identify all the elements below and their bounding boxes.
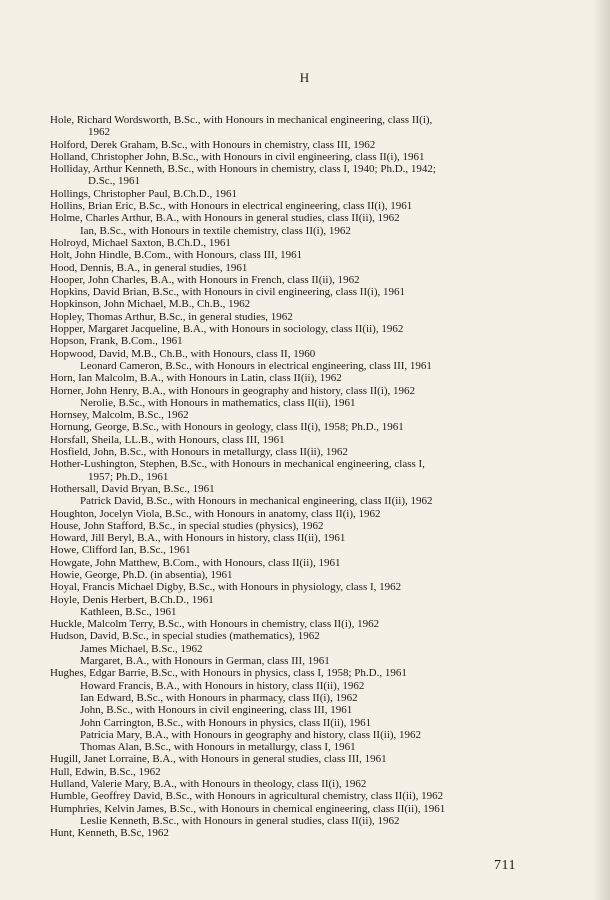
- entry-line: Hulland, Valerie Mary, B.A., with Honours in theology, class II(i), 1962: [50, 778, 367, 791]
- list-entry: [50, 335, 520, 347]
- list-entry: [50, 778, 520, 790]
- entry-line: James Michael, B.Sc., 1962: [80, 642, 203, 655]
- entry-line: Hopper, Margaret Jacqueline, B.A., with Honours in sociology, class II(ii), 1962: [50, 323, 404, 336]
- list-entry: [50, 630, 520, 642]
- entry-line: Howard, Jill Beryl, B.A., with Honours in history, class II(ii), 1961: [50, 532, 346, 545]
- list-entry: [50, 434, 520, 446]
- entry-line: Holford, Derek Graham, B.Sc., with Honours in chemistry, class III, 1962: [50, 138, 376, 151]
- entry-line: Kathleen, B.Sc., 1961: [80, 605, 177, 618]
- entry-line: Hopwood, David, M.B., Ch.B., with Honours, class II, 1960: [50, 347, 316, 360]
- list-entry: [50, 446, 520, 458]
- list-entry: [50, 286, 520, 298]
- entry-line: Hudson, David, B.Sc., in special studies (mathematics), 1962: [50, 630, 320, 643]
- entry-line: Hopkinson, John Michael, M.B., Ch.B., 1962: [50, 298, 251, 311]
- list-entry: [50, 508, 520, 520]
- list-sub-entry: [50, 360, 520, 372]
- entry-line: Thomas Alan, B.Sc., with Honours in metallurgy, class I, 1961: [80, 741, 356, 754]
- list-entry: [50, 803, 520, 815]
- entry-line: Hothersall, David Bryan, B.Sc., 1961: [50, 482, 215, 495]
- entry-line: Holroyd, Michael Saxton, B.Ch.D., 1961: [50, 236, 231, 249]
- entry-line: Holland, Christopher John, B.Sc., with Honours in civil engineering, class II(i), 1961: [50, 150, 425, 163]
- list-entry: [50, 151, 520, 163]
- list-entry: [50, 544, 520, 556]
- list-entry: [50, 249, 520, 261]
- list-entry: [50, 766, 520, 778]
- entry-line: Hosfield, John, B.Sc., with Honours in metallurgy, class II(ii), 1962: [50, 446, 348, 459]
- entry-line: Horn, Ian Malcolm, B.A., with Honours in Latin, class II(ii), 1962: [50, 372, 342, 385]
- entry-line: Howard Francis, B.A., with Honours in history, class II(ii), 1962: [80, 679, 365, 692]
- entry-line: John, B.Sc., with Honours in civil engineering, class III, 1961: [80, 704, 353, 717]
- entry-line: Leonard Cameron, B.Sc., with Honours in electrical engineering, class III, 1961: [80, 359, 432, 372]
- entry-continuation-line: 1957; Ph.D., 1961: [88, 470, 169, 483]
- list-entry: [50, 372, 520, 384]
- entry-line: Howgate, John Matthew, B.Com., with Honours, class II(ii), 1961: [50, 556, 341, 569]
- entry-line: Hornsey, Malcolm, B.Sc., 1962: [50, 409, 189, 422]
- list-entry: [50, 618, 520, 630]
- list-entry: [50, 667, 520, 679]
- list-entry: [50, 348, 520, 360]
- list-sub-entry: [50, 495, 520, 507]
- entry-line: Hother-Lushington, Stephen, B.Sc., with Honours in mechanical engineering, class I,: [50, 458, 425, 471]
- list-entry: [50, 827, 520, 839]
- list-entry: [50, 274, 520, 286]
- entry-line: Houghton, Jocelyn Viola, B.Sc., with Honours in anatomy, class II(i), 1962: [50, 507, 381, 520]
- list-entry: [50, 114, 520, 139]
- list-entry: [50, 200, 520, 212]
- entry-line: Patricia Mary, B.A., with Honours in geography and history, class II(ii), 1962: [80, 728, 422, 741]
- list-entry: [50, 520, 520, 532]
- entry-line: Holliday, Arthur Kenneth, B.Sc., with Honours in chemistry, class I, 1940; Ph.D., 1942;: [50, 163, 436, 176]
- list-entry: [50, 483, 520, 495]
- entry-line: Hooper, John Charles, B.A., with Honours in French, class II(ii), 1962: [50, 273, 360, 286]
- list-entry: [50, 323, 520, 335]
- entry-line: Ian Edward, B.Sc., with Honours in pharmacy, class II(i), 1962: [80, 691, 358, 704]
- entry-line: Nerolie, B.Sc., with Honours in mathematics, class II(ii), 1961: [80, 396, 356, 409]
- list-sub-entry: [50, 704, 520, 716]
- list-sub-entry: [50, 397, 520, 409]
- entry-line: Hugill, Janet Lorraine, B.A., with Honours in general studies, class III, 1961: [50, 753, 387, 766]
- entry-line: Hopley, Thomas Arthur, B.Sc., in general studies, 1962: [50, 310, 293, 323]
- entry-line: Humphries, Kelvin James, B.Sc., with Honours in chemical engineering, class II(ii), 1961: [50, 802, 446, 815]
- list-sub-entry: [50, 643, 520, 655]
- entry-line: Huckle, Malcolm Terry, B.Sc., with Honours in chemistry, class II(i), 1962: [50, 618, 380, 631]
- entry-line: Hood, Dennis, B.A., in general studies, 1961: [50, 261, 248, 274]
- list-entry: [50, 212, 520, 224]
- list-sub-entry: [50, 815, 520, 827]
- entry-line: Hornung, George, B.Sc., with Honours in geology, class II(i), 1958; Ph.D., 1961: [50, 421, 404, 434]
- entry-line: Hughes, Edgar Barrie, B.Sc., with Honours in physics, class I, 1958; Ph.D., 1961: [50, 667, 407, 680]
- list-entry: [50, 421, 520, 433]
- entry-line: Hopkins, David Brian, B.Sc., with Honours in civil engineering, class II(i), 1961: [50, 286, 406, 299]
- entry-line: Howe, Clifford Ian, B.Sc., 1961: [50, 544, 191, 557]
- entry-line: Margaret, B.A., with Honours in German, class III, 1961: [80, 655, 330, 668]
- list-sub-entry: [50, 741, 520, 753]
- list-entry: [50, 790, 520, 802]
- list-entry: [50, 262, 520, 274]
- page-edge-shadow: [592, 0, 610, 900]
- list-entry: [50, 532, 520, 544]
- list-entry: [50, 581, 520, 593]
- entry-line: Hole, Richard Wordsworth, B.Sc., with Honours in mechanical engineering, class II(i),: [50, 114, 433, 126]
- list-sub-entry: [50, 606, 520, 618]
- list-entry: [50, 458, 520, 483]
- list-sub-entry: [50, 655, 520, 667]
- list-entry: [50, 409, 520, 421]
- list-entry: [50, 594, 520, 606]
- section-letter-heading: H: [299, 70, 311, 85]
- entry-line: Hoyle, Denis Herbert, B.Ch.D., 1961: [50, 593, 214, 606]
- list-entry: [50, 753, 520, 765]
- list-entry: [50, 557, 520, 569]
- entry-line: Humble, Geoffrey David, B.Sc., with Honours in agricultural chemistry, class II(ii), 1962: [50, 790, 444, 803]
- list-entry: [50, 139, 520, 151]
- entry-line: Hollings, Christopher Paul, B.Ch.D., 1961: [50, 187, 238, 200]
- page-number: 711: [494, 858, 516, 873]
- list-entry: [50, 188, 520, 200]
- entry-line: Hopson, Frank, B.Com., 1961: [50, 335, 183, 348]
- entry-line: Holme, Charles Arthur, B.A., with Honours in general studies, class II(ii), 1962: [50, 212, 400, 225]
- list-entry: [50, 237, 520, 249]
- entry-line: John Carrington, B.Sc., with Honours in physics, class II(ii), 1961: [80, 716, 372, 729]
- entry-line: Horsfall, Sheila, LL.B., with Honours, class III, 1961: [50, 433, 285, 446]
- entry-line: Horner, John Henry, B.A., with Honours in geography and history, class II(i), 1962: [50, 384, 416, 397]
- list-entry: [50, 163, 520, 188]
- entry-line: Patrick David, B.Sc., with Honours in mechanical engineering, class II(ii), 1962: [80, 495, 433, 508]
- entry-line: Hunt, Kenneth, B.Sc, 1962: [50, 827, 169, 840]
- entry-continuation-line: D.Sc., 1961: [88, 175, 140, 188]
- entry-line: Hoyal, Francis Michael Digby, B.Sc., with Honours in physiology, class I, 1962: [50, 581, 402, 594]
- list-sub-entry: [50, 717, 520, 729]
- list-sub-entry: [50, 225, 520, 237]
- entry-line: Hull, Edwin, B.Sc., 1962: [50, 765, 161, 778]
- list-entry: [50, 311, 520, 323]
- list-entry: [50, 569, 520, 581]
- entry-line: Holt, John Hindle, B.Com., with Honours, class III, 1961: [50, 249, 303, 262]
- list-entry: [50, 298, 520, 310]
- entry-line: Ian, B.Sc., with Honours in textile chemistry, class II(i), 1962: [80, 224, 351, 237]
- entry-line: House, John Stafford, B.Sc., in special studies (physics), 1962: [50, 519, 324, 532]
- list-entry: [50, 385, 520, 397]
- list-sub-entry: [50, 692, 520, 704]
- graduates-list: [50, 114, 520, 840]
- list-sub-entry: [50, 729, 520, 741]
- entry-line: Hollins, Brian Eric, B.Sc., with Honours in electrical engineering, class II(i), 1961: [50, 200, 413, 213]
- entry-line: Leslie Kenneth, B.Sc., with Honours in general studies, class II(ii), 1962: [80, 814, 400, 827]
- entry-line: Howie, George, Ph.D. (in absentia), 1961: [50, 568, 233, 581]
- entry-continuation-line: 1962: [88, 126, 110, 139]
- list-sub-entry: [50, 680, 520, 692]
